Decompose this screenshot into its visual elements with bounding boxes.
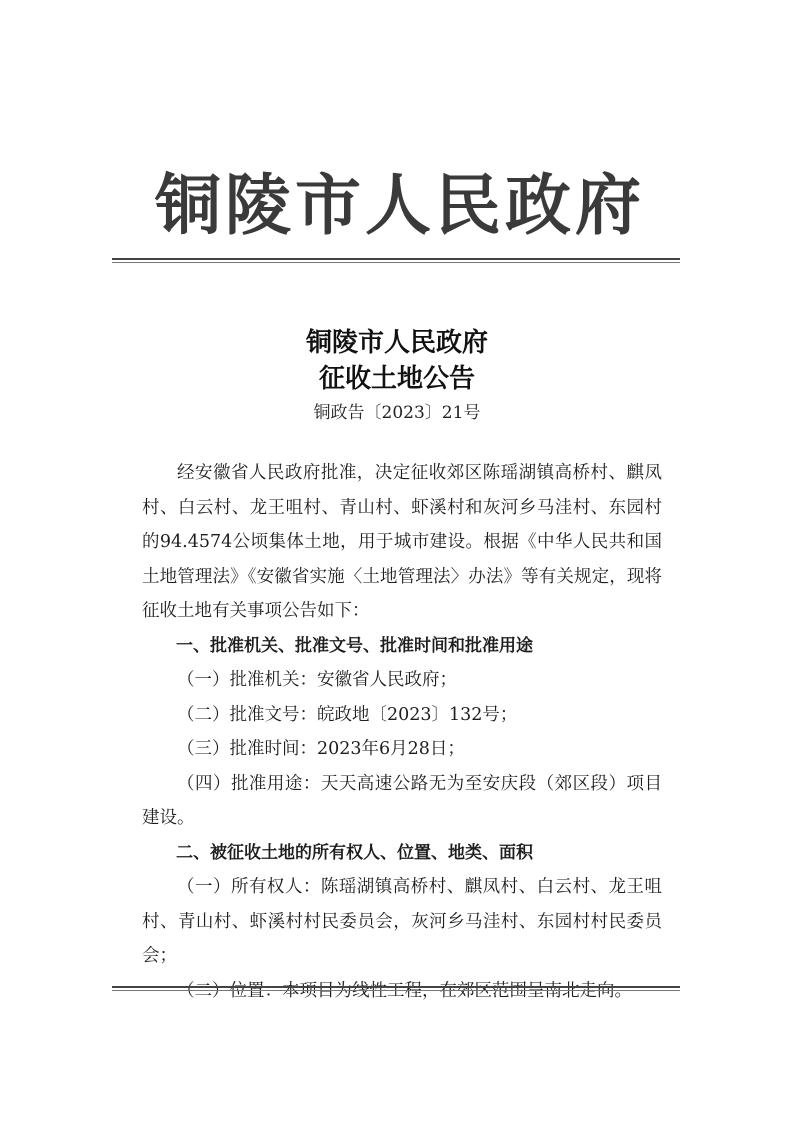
title-line-1: 铜陵市人民政府 [305,328,488,358]
intro-paragraph: 经安徽省人民政府批准，决定征收郊区陈瑶湖镇高桥村、麒凤村、白云村、龙王咀村、青山村、虾溪村和灰河乡马洼村、东园村的94.4574公顷集体土地，用于城市建设。根据《中华人民共和国土地管理法》《安徽省实施〈土地管理法〉办法》等有关规定，现将征收土地有关事项公告如下： [142,463,662,621]
section1-item: （一）批准机关：安徽省人民政府； [177,670,457,690]
section2-item: （一）所有权人：陈瑶湖镇高桥村、麒凤村、白云村、龙王咀村、青山村、虾溪村村民委员会，灰河乡马洼村、东园村村民委员会； [142,877,662,966]
document-number: 铜政告〔2023〕21号 [313,403,481,423]
section1-heading: 一、批准机关、批准文号、批准时间和批准用途 [176,635,533,656]
section1-item: （四）批准用途：天天高速公路无为至安庆段（郊区段）项目建设。 [142,773,662,828]
footer-rule [112,986,680,988]
masthead: 铜陵市人民政府 [155,166,645,244]
section1-item: （三）批准时间：2023年6月28日； [177,739,465,759]
body [142,456,662,1008]
header-rule [112,258,680,260]
title-line-2: 征收土地公告 [318,364,475,394]
header-rule-thin [112,262,680,263]
section1-item: （二）批准文号：皖政地〔2023〕132号； [177,704,518,725]
section2-heading: 二、被征收土地的所有权人、位置、地类、面积 [176,842,533,863]
footer-rule-thin [112,990,680,991]
section2-item: （二）位置：本项目为线性工程，在郊区范围呈南北走向。 [177,980,632,1001]
